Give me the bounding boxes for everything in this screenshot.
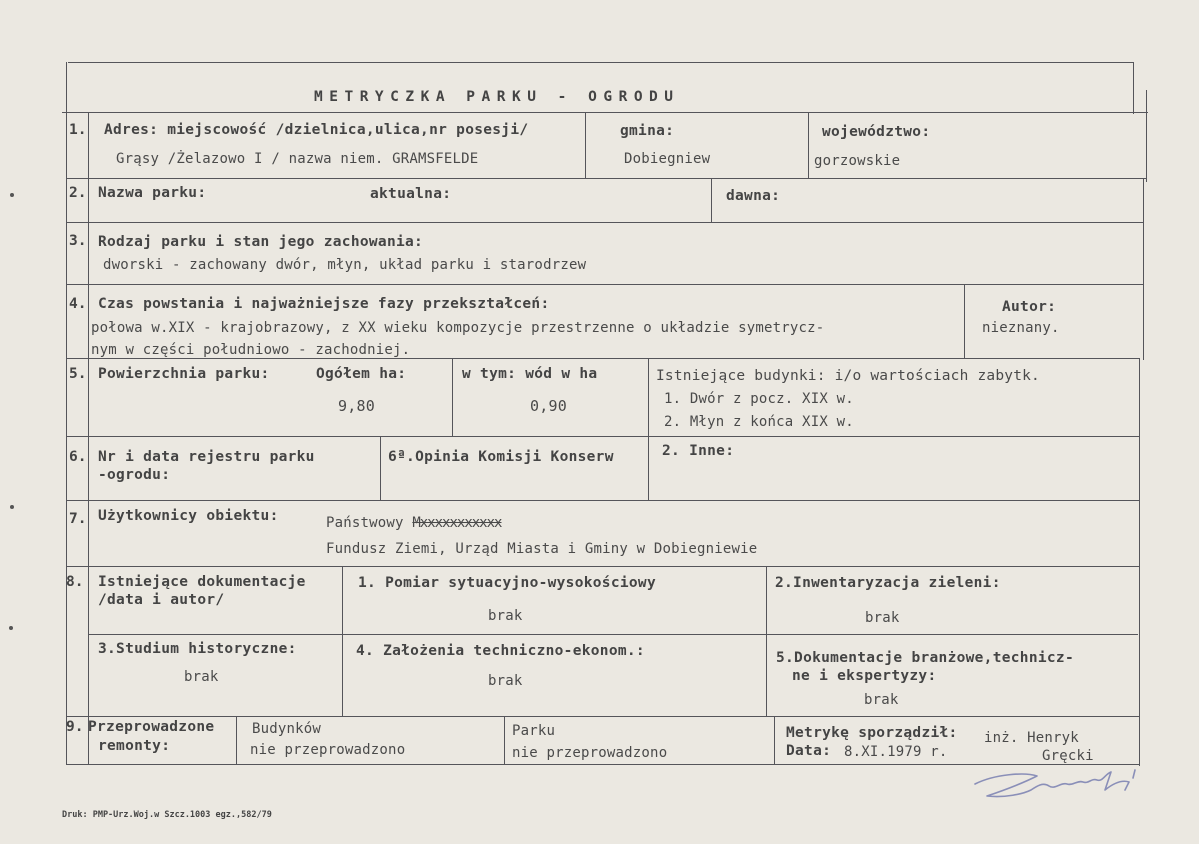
print-footer: Druk: PMP-Urz.Woj.w Szcz.1003 egz.,582/79 [62,810,272,820]
section-number-9: 9. [66,719,84,735]
conservation-opinion-label: 6ª.Opinia Komisji Konserw [388,449,614,465]
branch-docs-label-line1: 5.Dokumentacje branżowe,technicz- [776,650,1074,666]
survey-label: 1. Pomiar sytuacyjno-wysokościowy [358,575,656,591]
users-value-text: Państwowy [326,515,404,531]
voivodeship-value: gorzowskie [814,153,901,169]
historical-study-label: 3.Studium historyczne: [98,641,297,657]
technical-assumptions-value: brak [488,673,523,689]
section-number-7: 7. [69,511,87,527]
documentation-label-line1: Istniejące dokumentacje [98,574,306,590]
water-area-value: 0,90 [530,397,567,415]
author-value: nieznany. [982,320,1060,336]
section-number-2: 2. [69,185,87,201]
margin-dot [10,193,14,197]
water-area-label: w tym: wód w ha [462,366,598,382]
date-label: Data: [786,743,832,759]
margin-dot [10,505,14,509]
margin-dot [9,626,13,630]
origin-value-line2: nym w części południowo - zachodniej. [91,342,411,358]
buildings-renovation-value: nie przeprowadzono [250,742,406,758]
park-renovation-value: nie przeprowadzono [512,745,668,761]
section-number-4: 4. [69,296,87,312]
renovations-label-line2: remonty: [98,738,171,754]
buildings-item-1: 1. Dwór z pocz. XIX w. [664,391,854,407]
park-renovation-label: Parku [512,723,556,739]
users-struck-text: Mxxxxxxxxxxx [412,515,502,531]
author-label: Autor: [1002,299,1057,315]
technical-assumptions-label: 4. Założenia techniczno-ekonom.: [356,643,645,659]
park-name-label: Nazwa parku: [98,185,207,201]
section-number-6: 6. [69,449,87,465]
gmina-label: gmina: [620,123,675,139]
documentation-label-line2: /data i autor/ [98,592,225,608]
buildings-item-2: 2. Młyn z końca XIX w. [664,414,854,430]
historical-study-value: brak [184,669,219,685]
users-value-line2: Fundusz Ziemi, Urząd Miasta i Gminy w Dobiegniewie [326,541,758,557]
section-number-1: 1. [69,122,87,138]
users-value-line1 [326,515,501,531]
section-number-3: 3. [69,233,87,249]
greenery-inventory-label: 2.Inwentaryzacja zieleni: [775,575,1001,591]
date-value: 8.XI.1979 r. [844,744,948,760]
address-value: Grąsy /Żelazowo I / nazwa niem. GRAMSFELDE [116,151,479,167]
form-title: METRYCZKA PARKU - OGRODU [314,89,680,105]
gmina-value: Dobiegniew [624,151,711,167]
renovations-label-line1: Przeprowadzone [88,719,215,735]
other-label: 2. Inne: [662,443,735,459]
park-type-value: dworski - zachowany dwór, młyn, układ parku i starodrzew [103,257,587,273]
origin-label: Czas powstania i najważniejsze fazy przekształceń: [98,296,550,312]
prepared-by-name-line1: inż. Henryk [984,730,1079,746]
survey-value: brak [488,608,523,624]
origin-value-line1: połowa w.XIX - krajobrazowy, z XX wieku kompozycje przestrzenne o układzie symetrycz- [91,320,825,336]
current-name-label: aktualna: [370,186,452,202]
greenery-inventory-value: brak [865,610,900,626]
branch-docs-value: brak [864,692,899,708]
address-label: Adres: miejscowość /dzielnica,ulica,nr posesji/ [104,122,529,138]
users-label: Użytkownicy obiektu: [98,508,279,524]
section-number-5: 5. [69,366,87,382]
total-area-label: Ogółem ha: [316,366,407,382]
signature [965,760,1165,820]
former-name-label: dawna: [726,188,781,204]
area-label: Powierzchnia parku: [98,366,270,382]
section-number-8: 8. [66,574,84,590]
prepared-by-name-line2: Gręcki [1042,748,1094,764]
park-type-label: Rodzaj parku i stan jego zachowania: [98,234,424,250]
total-area-value: 9,80 [338,397,375,415]
prepared-by-label: Metrykę sporządził: [786,725,958,741]
buildings-renovation-label: Budynków [252,721,322,737]
buildings-label: Istniejące budynki: i/o wartościach zabytk. [656,368,1040,384]
register-label-line1: Nr i data rejestru parku [98,449,315,465]
voivodeship-label: województwo: [822,124,931,140]
branch-docs-label-line2: ne i ekspertyzy: [792,668,937,684]
register-label-line2: -ogrodu: [98,467,171,483]
